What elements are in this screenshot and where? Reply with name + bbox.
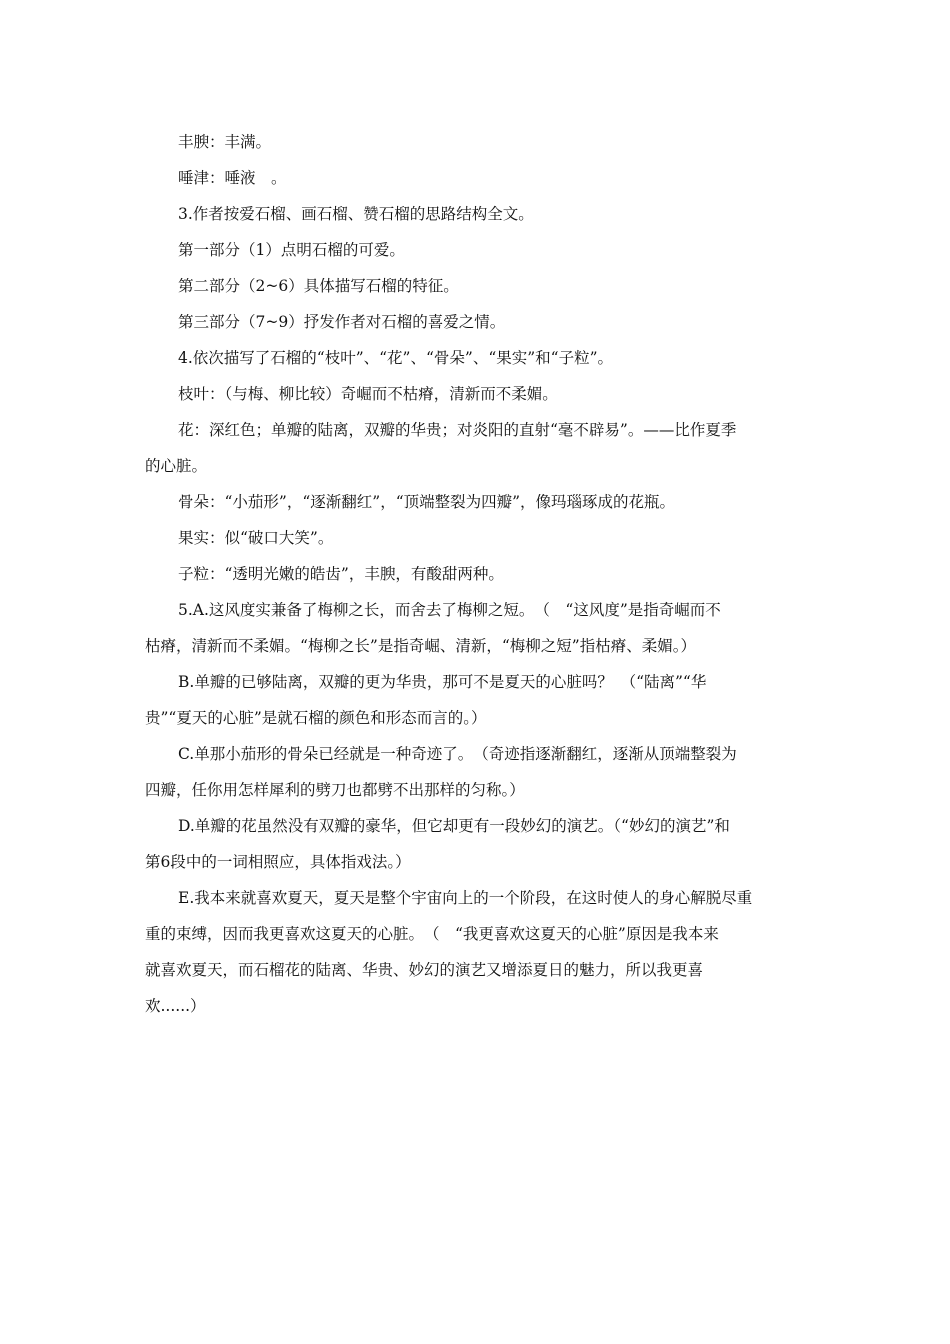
- text-line: 枝叶：（与梅、柳比较）奇崛而不枯瘠，清新而不柔媚。: [178, 385, 558, 403]
- text-line: B.单瓣的已够陆离，双瓣的更为华贵，那可不是夏天的心脏吗？ （“陆离”“华: [178, 673, 707, 691]
- text-line: 第三部分（7~9）抒发作者对石榴的喜爱之情。: [178, 313, 506, 331]
- text-line: 第二部分（2~6）具体描写石榴的特征。: [178, 277, 459, 295]
- text-line: 第一部分（1）点明石榴的可爱。: [178, 241, 405, 259]
- text-line: 就喜欢夏天，而石榴花的陆离、华贵、妙幻的演艺又增添夏日的魅力，所以我更喜: [145, 961, 704, 979]
- text-line: 4.依次描写了石榴的“枝叶”、“花”、“骨朵”、“果实”和“子粒”。: [178, 349, 614, 367]
- text-line: D.单瓣的花虽然没有双瓣的豪华，但它却更有一段妙幻的演艺。（“妙幻的演艺”和: [178, 817, 730, 835]
- text-line: 枯瘠，清新而不柔媚。“梅柳之长”是指奇崛、清新，“梅柳之短”指枯瘠、柔媚。）: [145, 637, 696, 655]
- text-line: 3.作者按爱石榴、画石榴、赞石榴的思路结构全文。: [178, 205, 534, 223]
- text-line: E.我本来就喜欢夏天，夏天是整个宇宙向上的一个阶段，在这时使人的身心解脱尽重: [178, 889, 753, 907]
- text-line: 四瓣，任你用怎样犀利的劈刀也都劈不出那样的匀称。）: [145, 781, 525, 799]
- text-line: 欢......）: [145, 997, 206, 1015]
- text-line: 5.A.这风度实兼备了梅柳之长，而舍去了梅柳之短。 （ “这风度”是指奇崛而不: [178, 601, 721, 619]
- text-line: 骨朵：“小茄形”，“逐渐翻红”，“顶端整裂为四瓣”，像玛瑙琢成的花瓶。: [178, 493, 676, 511]
- text-line: 花：深红色；单瓣的陆离，双瓣的华贵；对炎阳的直射“毫不辟易”。——比作夏季: [178, 421, 737, 439]
- text-line: 的心脏。: [145, 457, 208, 475]
- document-body: [145, 124, 810, 1024]
- text-line: 贵”“夏天的心脏”是就石榴的颜色和形态而言的。）: [145, 709, 487, 727]
- text-line: C.单那小茄形的骨朵已经就是一种奇迹了。 （奇迹指逐渐翻红，逐渐从顶端整裂为: [178, 745, 737, 763]
- text-line: 唾津：唾液 。: [178, 169, 287, 187]
- text-line: 子粒：“透明光嫩的皓齿”，丰腴，有酸甜两种。: [178, 565, 504, 583]
- text-line: 重的束缚，因而我更喜欢这夏天的心脏。 （ “我更喜欢这夏天的心脏”原因是我本来: [145, 925, 719, 943]
- text-line: 丰腴：丰满。: [178, 133, 272, 151]
- text-line: 第6段中的一词相照应，具体指戏法。）: [145, 853, 411, 871]
- text-line: 果实：似“破口大笑”。: [178, 529, 334, 547]
